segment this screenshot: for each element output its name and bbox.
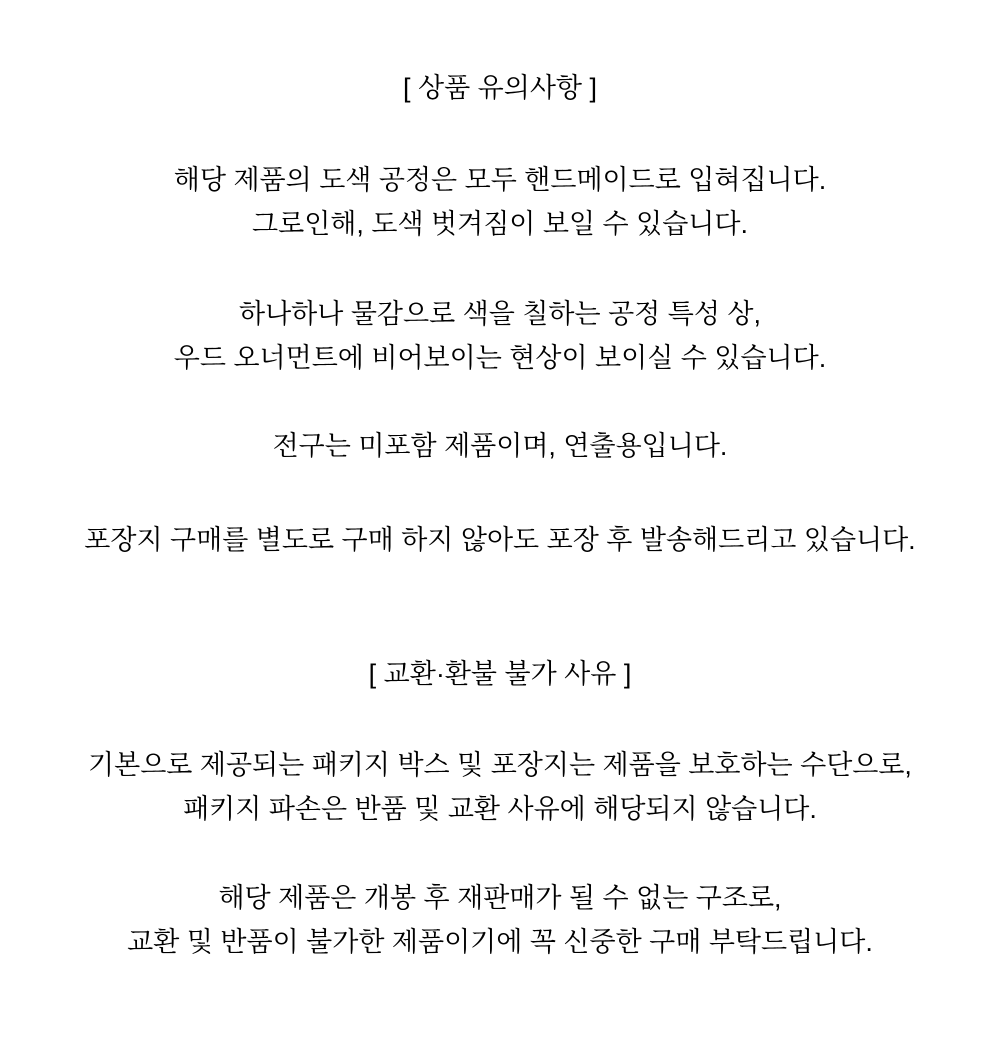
text-line: 우드 오너먼트에 비어보이는 현상이 보이실 수 있습니다. — [173, 343, 827, 373]
paragraph-no-resale-warning — [0, 876, 1000, 964]
section-title-no-exchange-refund: [ 교환·환불 불가 사유 ] — [368, 659, 632, 689]
paragraph-bulb-not-included — [0, 424, 1000, 468]
text-line: 전구는 미포함 제품이며, 연출용입니다. — [272, 431, 728, 461]
section-title-product-precautions: [ 상품 유의사항 ] — [403, 73, 597, 103]
text-line: 패키지 파손은 반품 및 교환 사유에 해당되지 않습니다. — [183, 794, 817, 824]
text-line: 교환 및 반품이 불가한 제품이기에 꼭 신중한 구매 부탁드립니다. — [127, 927, 873, 957]
text-line: 하나하나 물감으로 색을 칠하는 공정 특성 상, — [239, 299, 761, 329]
paragraph-packaging-shipping — [0, 518, 1000, 562]
text-line: 해당 제품의 도색 공정은 모두 핸드메이드로 입혀집니다. — [173, 165, 827, 195]
paragraph-paint-process — [0, 292, 1000, 380]
text-line: 기본으로 제공되는 패키지 박스 및 포장지는 제품을 보호하는 수단으로, — [88, 750, 912, 780]
text-line: 포장지 구매를 별도로 구매 하지 않아도 포장 후 발송해드리고 있습니다. — [84, 525, 916, 555]
paragraph-paint-handmade — [0, 158, 1000, 246]
text-line: 해당 제품은 개봉 후 재판매가 될 수 없는 구조로, — [218, 883, 782, 913]
paragraph-package-damage — [0, 743, 1000, 831]
text-line: 그로인해, 도색 벗겨짐이 보일 수 있습니다. — [252, 209, 748, 239]
